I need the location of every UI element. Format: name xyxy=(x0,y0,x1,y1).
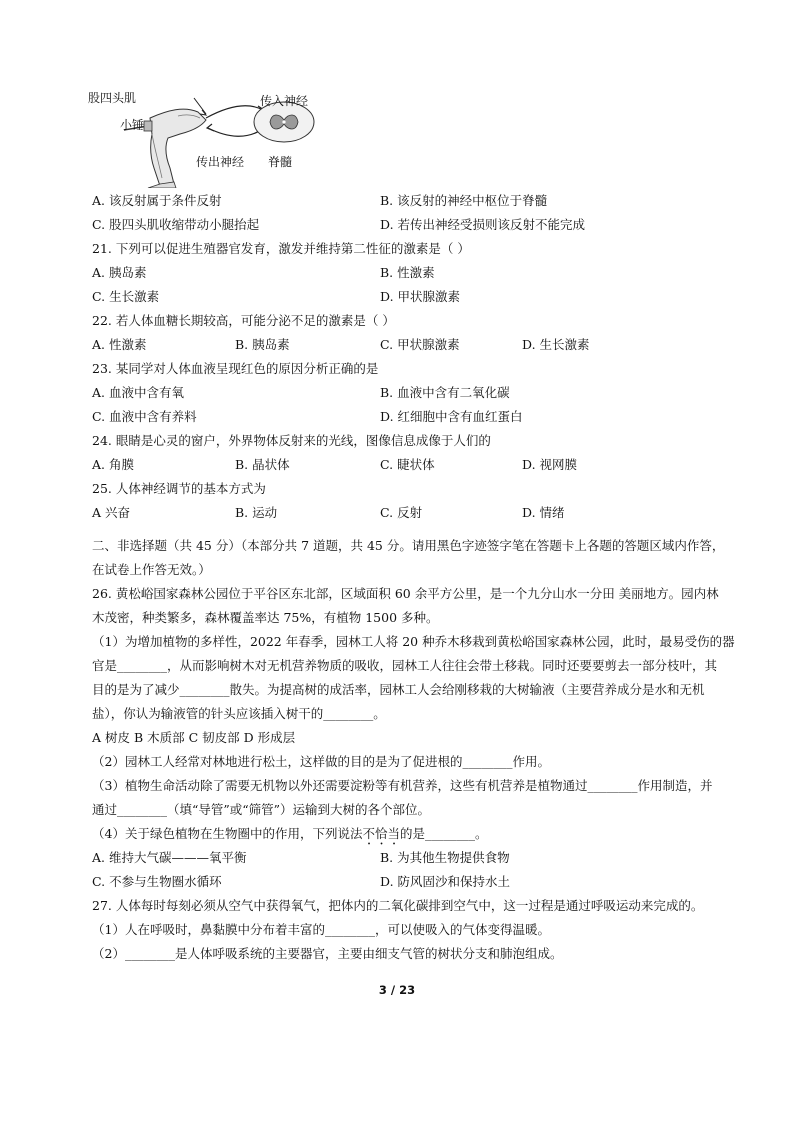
q21-stem: 21. 下列可以促进生殖器官发育，激发并维持第二性征的激素是（ ） xyxy=(92,241,470,256)
q22-option-a: A. 性激素 xyxy=(92,337,147,352)
label-spinal: 脊髓 xyxy=(268,155,293,169)
q26-part1-line2: 官是________，从而影响树木对无机营养物质的吸收，园林工人往往会带土移栽。同时还要要剪去一部分枝叶，其 xyxy=(92,658,718,673)
q26-option-b: B. 为其他生物提供食物 xyxy=(380,850,510,865)
q21-option-b: B. 性激素 xyxy=(380,265,435,280)
spinal-cord-drawing xyxy=(254,102,314,142)
label-afferent: 传入神经 xyxy=(260,94,309,108)
q21-option-d: D. 甲状腺激素 xyxy=(380,289,461,304)
q24-option-a: A. 角膜 xyxy=(92,457,134,472)
section2-heading-line1: 二、非选择题（共 45 分）（本部分共 7 道题，共 45 分。请用黑色字迹签字笔在答题卡上各题的答题区域内作答， xyxy=(92,538,725,553)
q26-intro-line2: 木茂密，种类繁多，森林覆盖率达 75%，有植物 1500 多种。 xyxy=(92,610,439,625)
q26-part3-line2: 通过________（填“导管”或“筛管”）运输到大树的各个部位。 xyxy=(92,802,431,817)
q21-option-c: C. 生长激素 xyxy=(92,289,160,304)
q25-option-d: D. 情绪 xyxy=(522,505,565,520)
q23-option-c: C. 血液中含有养料 xyxy=(92,409,197,424)
q22-option-d: D. 生长激素 xyxy=(522,337,590,352)
q22-option-b: B. 胰岛素 xyxy=(235,337,290,352)
section2-heading-line2: 在试卷上作答无效。） xyxy=(92,562,211,577)
q23-stem: 23. 某同学对人体血液呈现红色的原因分析正确的是 xyxy=(92,361,379,376)
q26-part1-line4: 盐），你认为输液管的针头应该插入树干的________。 xyxy=(92,706,386,721)
q20-option-c: C. 股四头肌收缩带动小腿抬起 xyxy=(92,217,260,232)
q26-part4-post: 的是________。 xyxy=(399,826,488,841)
q22-stem: 22. 若人体血糖长期较高，可能分泌不足的激素是（ ） xyxy=(92,313,395,328)
q25-option-c: C. 反射 xyxy=(380,505,423,520)
q22-option-c: C. 甲状腺激素 xyxy=(380,337,460,352)
q26-part4-emphasis: 不恰当 xyxy=(362,826,400,841)
q27-part2: （2）________是人体呼吸系统的主要器官，主要由细支气管的树状分支和肺泡组成。 xyxy=(92,946,563,961)
q26-part1-line3: 目的是为了减少________散失。为提高树的成活率，园林工人会给刚移栽的大树输液（主要营养成分是水和无机 xyxy=(92,682,705,697)
q23-option-b: B. 血液中含有二氧化碳 xyxy=(380,385,510,400)
q26-intro-line1: 26. 黄松峪国家森林公园位于平谷区东北部，区域面积 60 余平方公里，是一个九分山水一分田 美丽地方。园内林 xyxy=(92,586,719,601)
q25-stem: 25. 人体神经调节的基本方式为 xyxy=(92,481,266,496)
label-hammer: 小锤 xyxy=(120,118,145,132)
q24-option-b: B. 晶状体 xyxy=(235,457,290,472)
label-efferent: 传出神经 xyxy=(196,155,245,169)
q26-part4 xyxy=(92,826,488,848)
q20-option-d: D. 若传出神经受损则该反射不能完成 xyxy=(380,217,586,232)
q23-option-a: A. 血液中含有氧 xyxy=(92,385,184,400)
q26-part3-line1: （3）植物生命活动除了需要无机物以外还需要淀粉等有机营养，这些有机营养是植物通过________作用制造，并 xyxy=(92,778,713,793)
q26-option-c: C. 不参与生物圈水循环 xyxy=(92,874,222,889)
q25-option-a: A 兴奋 xyxy=(92,505,131,520)
q20-option-a: A. 该反射属于条件反射 xyxy=(92,193,222,208)
q26-part1-line1: （1）为增加植物的多样性，2022 年春季，园林工人将 20 种乔木移栽到黄松峪国家森林公园，此时，最易受伤的器 xyxy=(92,634,735,649)
q21-option-a: A. 胰岛素 xyxy=(92,265,147,280)
q26-part2: （2）园林工人经常对林地进行松土，这样做的目的是为了促进根的________作用。 xyxy=(92,754,550,769)
q26-part4-pre: （4）关于绿色植物在生物圈中的作用，下列说法 xyxy=(92,826,363,841)
q24-option-c: C. 睫状体 xyxy=(380,457,435,472)
q24-stem: 24. 眼睛是心灵的窗户，外界物体反射来的光线，图像信息成像于人们的 xyxy=(92,433,491,448)
q27-part1: （1）人在呼吸时，鼻黏膜中分布着丰富的________，可以使吸入的气体变得温暖。 xyxy=(92,922,550,937)
q23-option-d: D. 红细胞中含有血红蛋白 xyxy=(380,409,523,424)
afferent-nerve-line xyxy=(206,106,263,118)
q26-part1-options: A 树皮 B 木质部 C 韧皮部 D 形成层 xyxy=(92,730,296,745)
q25-option-b: B. 运动 xyxy=(235,505,278,520)
knee-jerk-reflex-figure xyxy=(88,88,328,188)
label-muscle: 股四头肌 xyxy=(88,91,137,105)
q26-option-d: D. 防风固沙和保持水土 xyxy=(380,874,511,889)
leg-drawing xyxy=(150,109,206,186)
q26-option-a: A. 维持大气碳———氧平衡 xyxy=(92,850,247,865)
q27-stem: 27. 人体每时每刻必须从空气中获得氧气，把体内的二氧化碳排到空气中，这一过程是通过呼吸运动来完成的。 xyxy=(92,898,704,913)
q24-option-d: D. 视网膜 xyxy=(522,457,578,472)
page-number: 3 / 23 xyxy=(378,983,416,997)
q20-option-b: B. 该反射的神经中枢位于脊髓 xyxy=(380,193,548,208)
